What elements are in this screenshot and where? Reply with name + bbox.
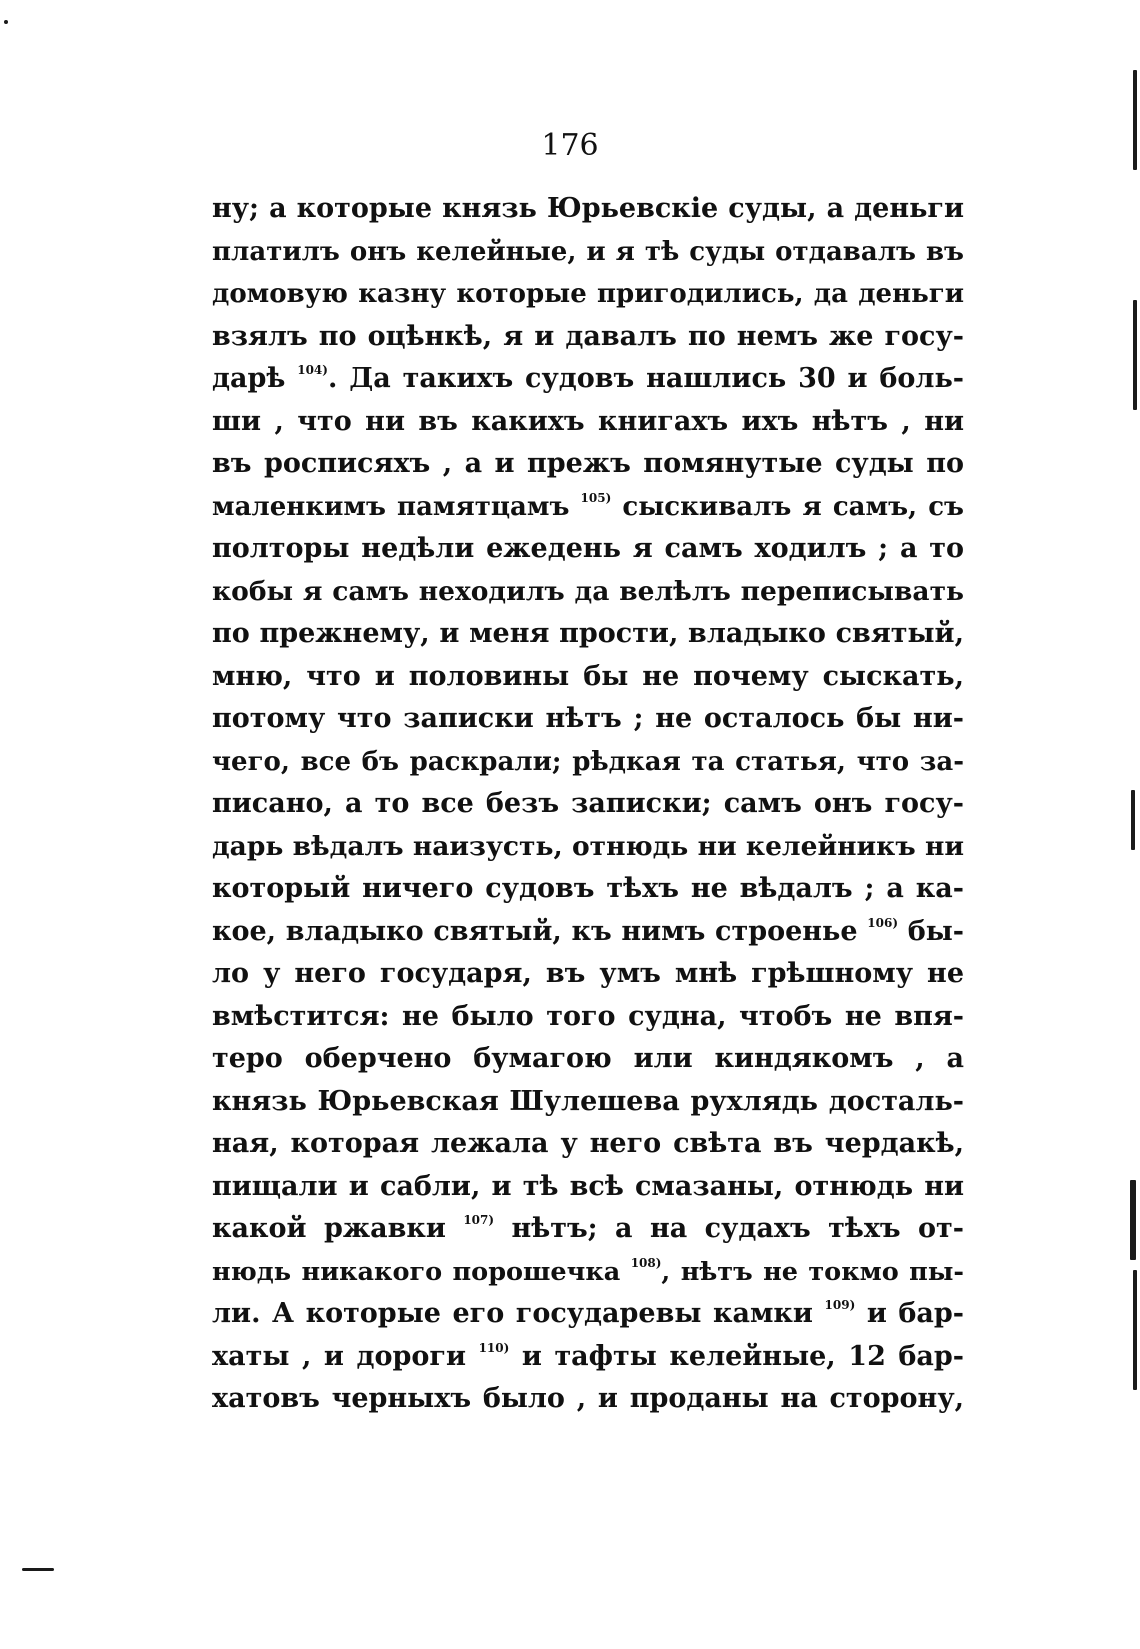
text-line [212, 188, 964, 231]
line-text: дарѣ [212, 363, 286, 394]
text-line [212, 1251, 964, 1294]
footnote-marker: 108) [630, 1255, 662, 1270]
footnote-marker: 109) [824, 1298, 856, 1312]
line-text: ли. А которые его государевы камки [212, 1298, 813, 1329]
line-text: ши , что ни въ какихъ книгахъ ихъ нѣтъ , ни [212, 405, 964, 437]
line-text: сыскивалъ я самъ, съ [611, 491, 964, 522]
line-text: мню, что и половины бы не почему сыскать, [212, 660, 964, 692]
line-text: ну; а которые князь Юрьевскіе суды, а деньги [212, 193, 964, 224]
text-line [212, 996, 964, 1039]
body-text [212, 188, 964, 1421]
line-text: бы- [898, 915, 964, 947]
scan-edge-shadow [1133, 300, 1137, 410]
line-text: . Да такихъ судовъ нашлись 30 и боль- [327, 363, 964, 394]
text-line [212, 1123, 964, 1166]
line-text: ло у него государя, въ умъ мнѣ грѣшному не [212, 958, 964, 989]
line-text: пищали и сабли, и тѣ всѣ смазаны, отнюдь ни [212, 1170, 964, 1202]
line-text: и бар- [855, 1298, 964, 1329]
footnote-marker: 106) [867, 915, 898, 930]
text-line [212, 783, 964, 826]
line-text: кое, владыко святый, къ нимъ строенье [212, 915, 858, 947]
line-text: теро оберчено бумагою или киндякомъ , а [212, 1043, 964, 1074]
line-text: потому что записки нѣтъ ; не осталось бы ни- [212, 703, 964, 734]
text-line [212, 528, 964, 571]
footnote-marker: 110) [478, 1340, 510, 1355]
line-text: кобы я самъ неходилъ да велѣлъ переписывать [212, 575, 964, 607]
scan-edge-shadow [1131, 790, 1135, 850]
text-line [212, 358, 964, 401]
line-text: нюдь никакого порошечка [212, 1256, 621, 1287]
text-line [212, 1378, 964, 1421]
line-text: въ росписяхъ , а и прежъ помянутые суды по [212, 448, 964, 479]
page-number: 176 [541, 128, 599, 163]
text-line [212, 656, 964, 699]
line-text: писано, а то все безъ записки; самъ онъ госу- [212, 788, 964, 819]
text-line [212, 911, 964, 954]
text-line [212, 273, 964, 316]
line-text: , нѣтъ не токмо пы- [661, 1256, 964, 1287]
footnote-marker: 107) [463, 1213, 495, 1227]
line-text: нѣтъ; а на судахъ тѣхъ от- [494, 1213, 964, 1244]
line-text: по прежнему, и меня прости, владыко святый, [212, 618, 964, 649]
line-text: домовую казну которые пригодились, да деньги [212, 279, 964, 309]
text-line [212, 316, 964, 359]
line-text: вмѣстится: не было того судна, чтобъ не впя- [212, 1000, 964, 1032]
text-line [212, 443, 964, 486]
line-text: дарь вѣдалъ наизусть, отнюдь ни келейникъ ни [212, 830, 964, 862]
text-line [212, 1081, 964, 1124]
text-line [212, 401, 964, 444]
line-text: платилъ онъ келейные, и я тѣ суды отдавалъ въ [212, 236, 964, 267]
line-text: полторы недѣли ежедень я самъ ходилъ ; а то [212, 533, 964, 564]
line-text: князь Юрьевская Шулешева рухлядь досталь- [212, 1085, 964, 1117]
text-line [212, 953, 964, 996]
line-text: чего, все бъ раскрали; рѣдкая та статья, что за- [212, 746, 964, 777]
text-line [212, 1166, 964, 1209]
footnote-marker: 104) [297, 363, 328, 377]
text-line [212, 826, 964, 869]
scan-edge-shadow [1133, 1270, 1137, 1390]
text-line [212, 486, 964, 529]
line-text: какой ржавки [212, 1213, 446, 1244]
text-line [212, 571, 964, 614]
text-line [212, 698, 964, 741]
line-text: хатовъ черныхъ было , и проданы на сторону, [212, 1383, 964, 1414]
scan-mark [22, 1568, 54, 1571]
scan-edge-shadow [1130, 1180, 1136, 1260]
text-line [212, 231, 964, 274]
footnote-marker: 105) [580, 490, 612, 505]
text-line [212, 613, 964, 656]
text-line [212, 1208, 964, 1251]
text-line [212, 1336, 964, 1379]
line-text: который ничего судовъ тѣхъ не вѣдалъ ; а ка- [212, 873, 964, 904]
line-text: маленкимъ памятцамъ [212, 491, 570, 522]
text-line [212, 868, 964, 911]
text-line [212, 1038, 964, 1081]
line-text: и тафты келейные, 12 бар- [509, 1340, 965, 1372]
line-text: ная, которая лежала у него свѣта въ чердакѣ, [212, 1128, 964, 1159]
scan-speck [4, 20, 8, 24]
scan-edge-shadow [1133, 70, 1137, 170]
text-line [212, 1293, 964, 1336]
line-text: хаты , и дороги [212, 1340, 466, 1372]
line-text: взялъ по оцѣнкѣ, я и давалъ по немъ же госу- [212, 320, 964, 352]
text-line [212, 741, 964, 784]
